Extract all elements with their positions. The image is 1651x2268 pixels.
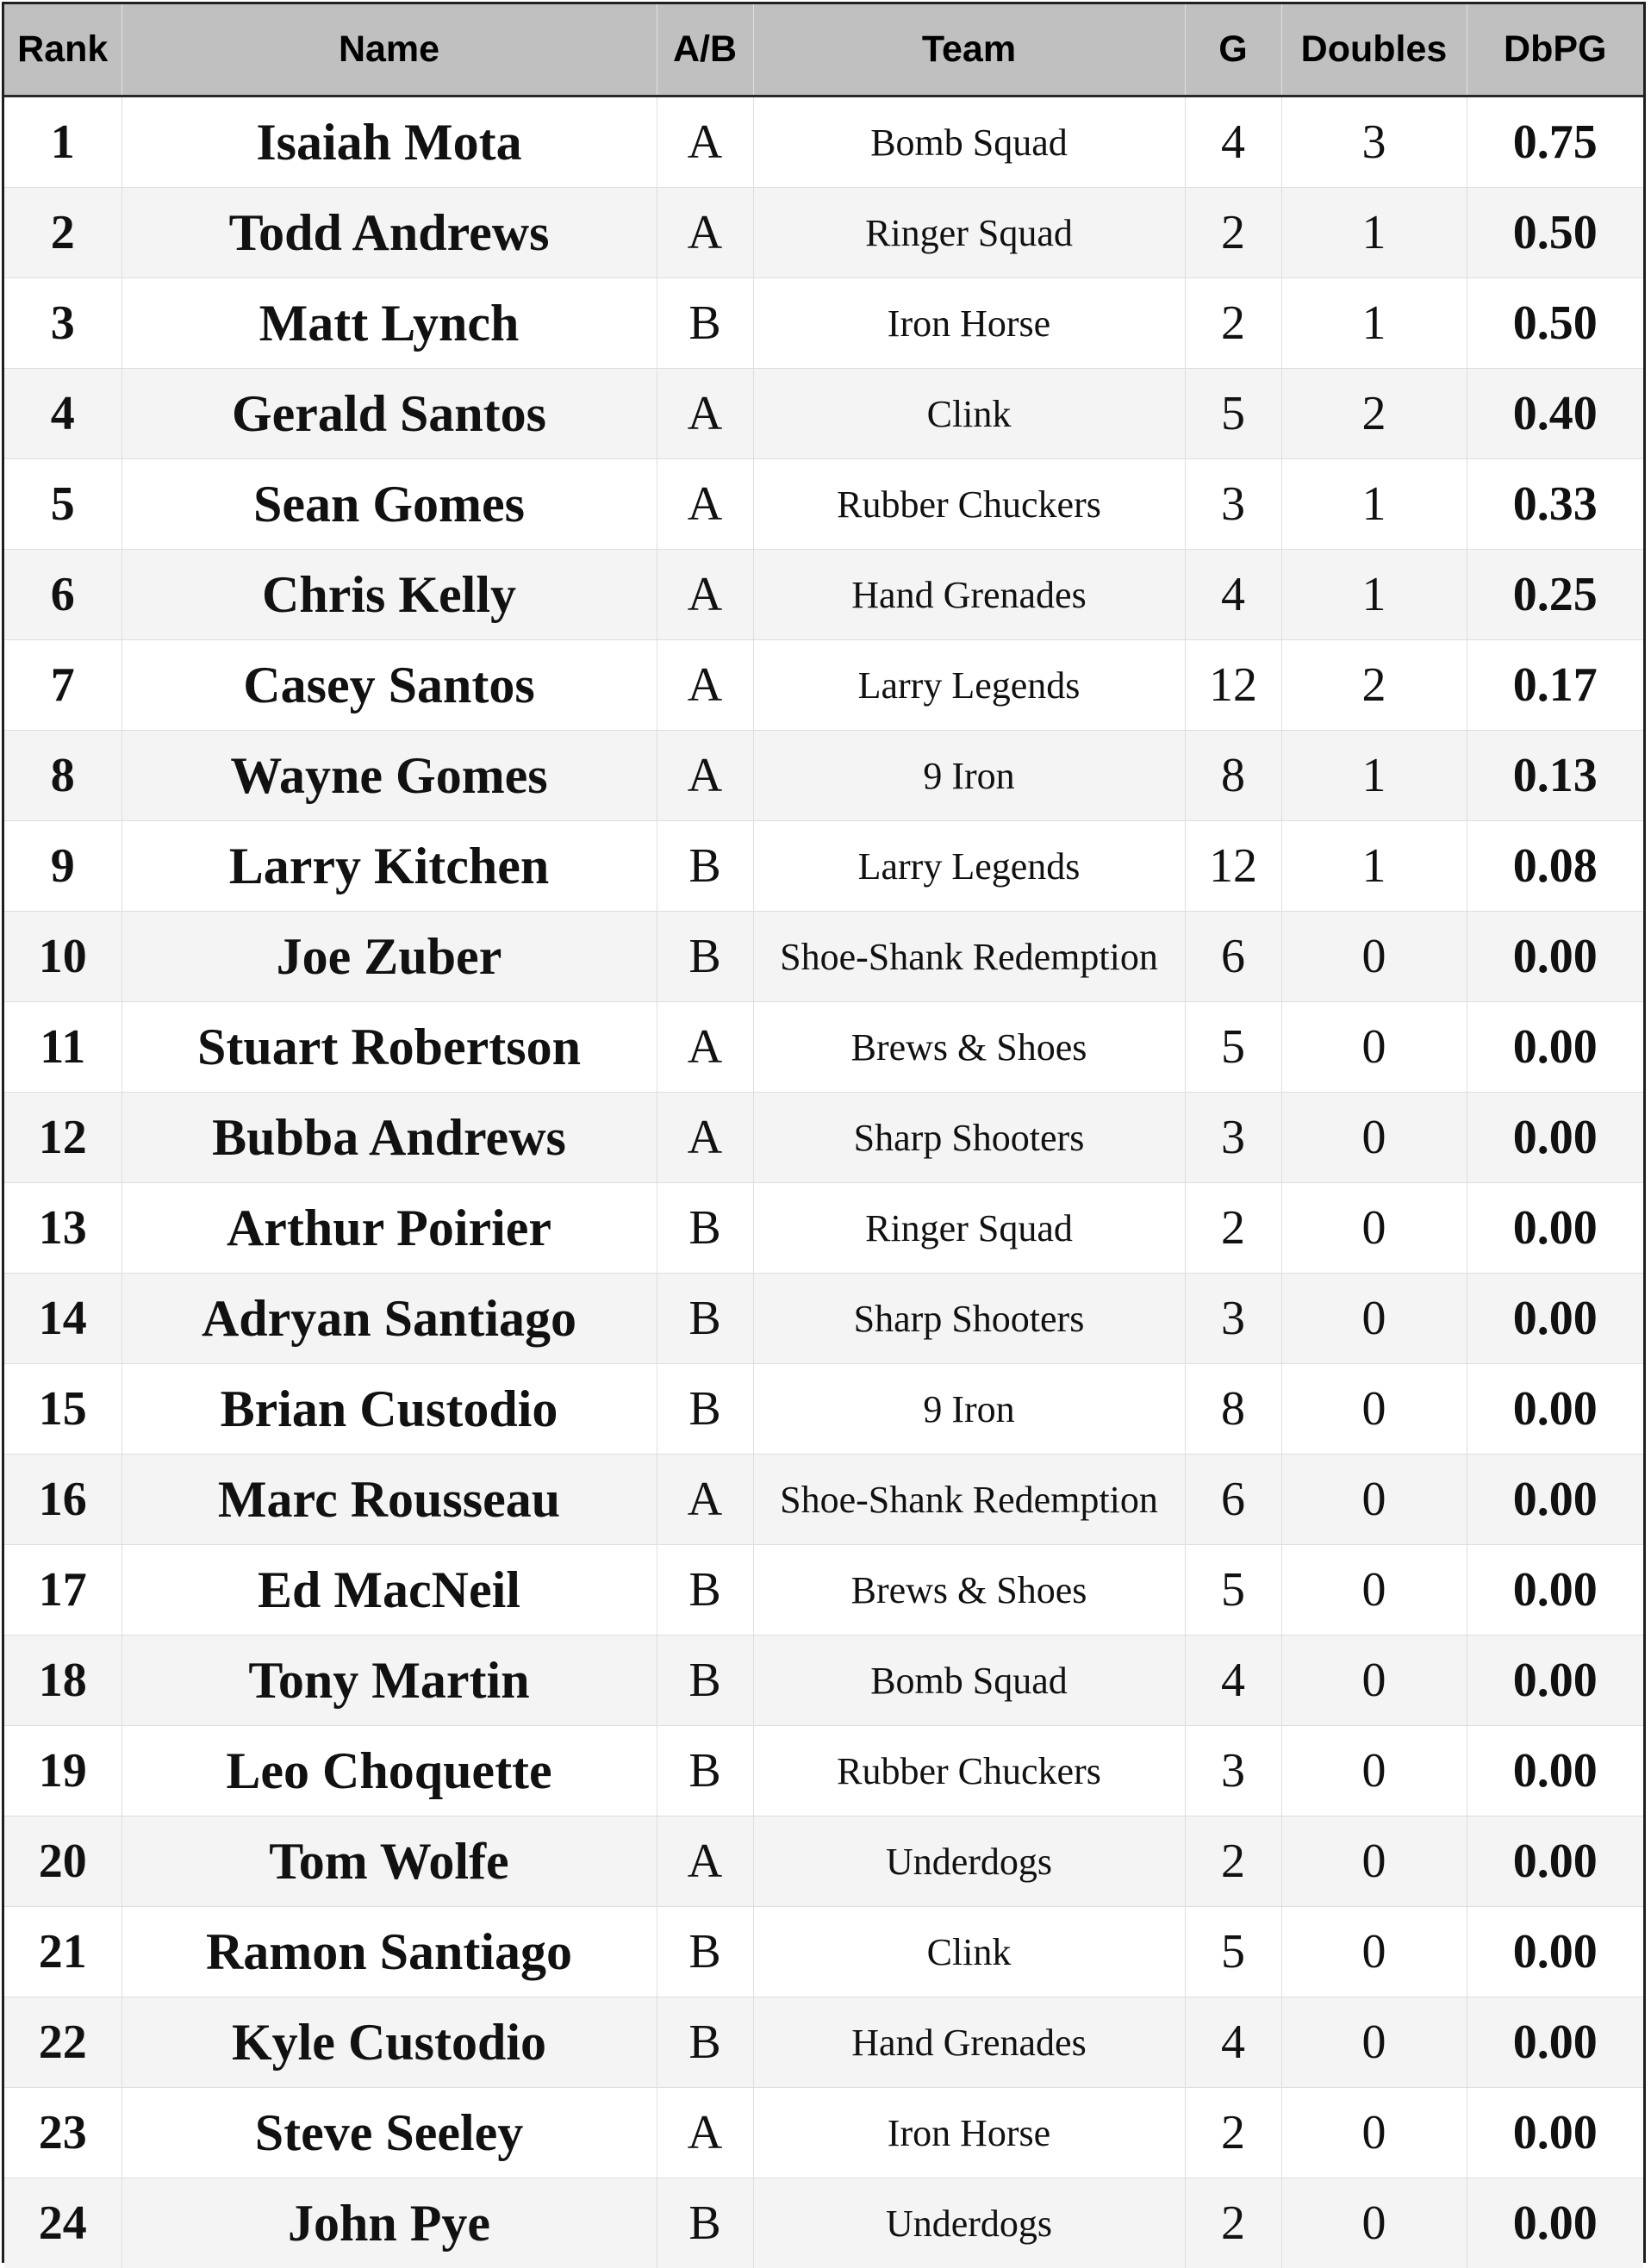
cell-doubles: 1 — [1281, 550, 1467, 640]
cell-player-name: Tony Martin — [121, 1636, 657, 1726]
cell-team: Hand Grenades — [753, 1997, 1185, 2088]
cell-games: 2 — [1185, 1816, 1281, 1907]
cell-team: Brews & Shoes — [753, 1545, 1185, 1636]
cell-dbpg: 0.00 — [1467, 2088, 1643, 2178]
table-row — [4, 640, 1643, 731]
cell-ab-division: A — [657, 2088, 753, 2178]
header-row — [4, 4, 1643, 97]
cell-games: 2 — [1185, 2088, 1281, 2178]
cell-player-name: Tom Wolfe — [121, 1816, 657, 1907]
cell-player-name: Adryan Santiago — [121, 1274, 657, 1364]
cell-ab-division: B — [657, 821, 753, 912]
stats-table-frame — [2, 2, 1646, 2263]
table-row — [4, 459, 1643, 550]
cell-player-name: Brian Custodio — [121, 1364, 657, 1455]
cell-rank: 8 — [4, 731, 121, 821]
cell-games: 2 — [1185, 278, 1281, 369]
cell-doubles: 0 — [1281, 1816, 1467, 1907]
doubles-stats-table — [4, 4, 1643, 2268]
table-row — [4, 821, 1643, 912]
cell-player-name: Marc Rousseau — [121, 1455, 657, 1545]
cell-player-name: Ed MacNeil — [121, 1545, 657, 1636]
cell-games: 6 — [1185, 1455, 1281, 1545]
cell-games: 2 — [1185, 188, 1281, 278]
cell-team: Bomb Squad — [753, 1636, 1185, 1726]
cell-ab-division: A — [657, 97, 753, 188]
cell-ab-division: B — [657, 278, 753, 369]
cell-team: Shoe-Shank Redemption — [753, 1455, 1185, 1545]
cell-ab-division: A — [657, 369, 753, 459]
cell-dbpg: 0.50 — [1467, 278, 1643, 369]
table-row — [4, 1274, 1643, 1364]
cell-doubles: 0 — [1281, 1364, 1467, 1455]
cell-doubles: 0 — [1281, 2178, 1467, 2268]
table-row — [4, 1183, 1643, 1274]
cell-dbpg: 0.13 — [1467, 731, 1643, 821]
cell-rank: 23 — [4, 2088, 121, 2178]
table-row — [4, 97, 1643, 188]
cell-ab-division: A — [657, 550, 753, 640]
table-row — [4, 912, 1643, 1002]
cell-doubles: 1 — [1281, 188, 1467, 278]
cell-player-name: Casey Santos — [121, 640, 657, 731]
cell-rank: 3 — [4, 278, 121, 369]
table-row — [4, 188, 1643, 278]
cell-dbpg: 0.08 — [1467, 821, 1643, 912]
cell-team: Sharp Shooters — [753, 1274, 1185, 1364]
cell-dbpg: 0.00 — [1467, 1002, 1643, 1093]
cell-ab-division: B — [657, 1545, 753, 1636]
cell-team: Larry Legends — [753, 821, 1185, 912]
cell-ab-division: A — [657, 1816, 753, 1907]
cell-rank: 24 — [4, 2178, 121, 2268]
cell-ab-division: A — [657, 1002, 753, 1093]
cell-dbpg: 0.17 — [1467, 640, 1643, 731]
cell-games: 3 — [1185, 459, 1281, 550]
cell-doubles: 0 — [1281, 1093, 1467, 1183]
cell-doubles: 2 — [1281, 640, 1467, 731]
cell-team: Iron Horse — [753, 2088, 1185, 2178]
cell-rank: 19 — [4, 1726, 121, 1816]
cell-dbpg: 0.25 — [1467, 550, 1643, 640]
table-header — [4, 4, 1643, 97]
cell-ab-division: B — [657, 2178, 753, 2268]
cell-rank: 1 — [4, 97, 121, 188]
cell-player-name: Bubba Andrews — [121, 1093, 657, 1183]
table-row — [4, 2178, 1643, 2268]
cell-games: 3 — [1185, 1093, 1281, 1183]
cell-rank: 2 — [4, 188, 121, 278]
cell-games: 4 — [1185, 97, 1281, 188]
table-row — [4, 1545, 1643, 1636]
table-row — [4, 369, 1643, 459]
cell-ab-division: A — [657, 1455, 753, 1545]
cell-player-name: Matt Lynch — [121, 278, 657, 369]
header-ab[interactable]: A/B — [657, 4, 753, 97]
cell-team: Underdogs — [753, 1816, 1185, 1907]
cell-team: Ringer Squad — [753, 1183, 1185, 1274]
cell-ab-division: B — [657, 1274, 753, 1364]
cell-dbpg: 0.00 — [1467, 1093, 1643, 1183]
cell-doubles: 1 — [1281, 731, 1467, 821]
table-row — [4, 1002, 1643, 1093]
cell-dbpg: 0.00 — [1467, 1997, 1643, 2088]
cell-doubles: 0 — [1281, 2088, 1467, 2178]
cell-doubles: 0 — [1281, 1907, 1467, 1997]
cell-games: 4 — [1185, 1997, 1281, 2088]
cell-games: 3 — [1185, 1274, 1281, 1364]
header-team[interactable]: Team — [753, 4, 1185, 97]
cell-team: Rubber Chuckers — [753, 1726, 1185, 1816]
table-row — [4, 278, 1643, 369]
cell-dbpg: 0.50 — [1467, 188, 1643, 278]
table-row — [4, 1636, 1643, 1726]
cell-dbpg: 0.00 — [1467, 1274, 1643, 1364]
cell-games: 12 — [1185, 640, 1281, 731]
cell-ab-division: A — [657, 640, 753, 731]
cell-dbpg: 0.00 — [1467, 1726, 1643, 1816]
cell-player-name: Wayne Gomes — [121, 731, 657, 821]
cell-dbpg: 0.00 — [1467, 1636, 1643, 1726]
cell-games: 5 — [1185, 1545, 1281, 1636]
cell-player-name: Stuart Robertson — [121, 1002, 657, 1093]
cell-player-name: Kyle Custodio — [121, 1997, 657, 2088]
cell-dbpg: 0.00 — [1467, 1364, 1643, 1455]
cell-ab-division: B — [657, 1726, 753, 1816]
cell-team: Clink — [753, 1907, 1185, 1997]
cell-games: 5 — [1185, 1907, 1281, 1997]
cell-games: 8 — [1185, 1364, 1281, 1455]
cell-games: 8 — [1185, 731, 1281, 821]
cell-doubles: 1 — [1281, 821, 1467, 912]
cell-games: 4 — [1185, 550, 1281, 640]
header-name[interactable]: Name — [121, 4, 657, 97]
cell-dbpg: 0.40 — [1467, 369, 1643, 459]
header-dbpg[interactable]: DbPG — [1467, 4, 1643, 97]
cell-team: 9 Iron — [753, 1364, 1185, 1455]
cell-dbpg: 0.00 — [1467, 1455, 1643, 1545]
cell-rank: 18 — [4, 1636, 121, 1726]
cell-ab-division: B — [657, 1907, 753, 1997]
cell-games: 2 — [1185, 1183, 1281, 1274]
cell-games: 2 — [1185, 2178, 1281, 2268]
cell-player-name: Arthur Poirier — [121, 1183, 657, 1274]
cell-doubles: 0 — [1281, 1545, 1467, 1636]
table-row — [4, 1093, 1643, 1183]
table-row — [4, 1997, 1643, 2088]
table-row — [4, 1455, 1643, 1545]
cell-team: Shoe-Shank Redemption — [753, 912, 1185, 1002]
cell-dbpg: 0.75 — [1467, 97, 1643, 188]
cell-ab-division: B — [657, 1183, 753, 1274]
header-games[interactable]: G — [1185, 4, 1281, 97]
cell-team: Iron Horse — [753, 278, 1185, 369]
cell-rank: 21 — [4, 1907, 121, 1997]
cell-player-name: John Pye — [121, 2178, 657, 2268]
cell-dbpg: 0.00 — [1467, 1816, 1643, 1907]
cell-team: Hand Grenades — [753, 550, 1185, 640]
cell-rank: 17 — [4, 1545, 121, 1636]
cell-games: 5 — [1185, 369, 1281, 459]
cell-doubles: 0 — [1281, 912, 1467, 1002]
cell-ab-division: A — [657, 1093, 753, 1183]
cell-player-name: Gerald Santos — [121, 369, 657, 459]
cell-dbpg: 0.00 — [1467, 912, 1643, 1002]
cell-doubles: 0 — [1281, 1726, 1467, 1816]
cell-rank: 22 — [4, 1997, 121, 2088]
cell-doubles: 2 — [1281, 369, 1467, 459]
cell-rank: 9 — [4, 821, 121, 912]
header-rank[interactable]: Rank — [4, 4, 121, 97]
cell-team: Brews & Shoes — [753, 1002, 1185, 1093]
cell-team: Ringer Squad — [753, 188, 1185, 278]
cell-player-name: Leo Choquette — [121, 1726, 657, 1816]
cell-team: Bomb Squad — [753, 97, 1185, 188]
cell-doubles: 0 — [1281, 1274, 1467, 1364]
cell-doubles: 3 — [1281, 97, 1467, 188]
table-row — [4, 731, 1643, 821]
table-row — [4, 2088, 1643, 2178]
cell-doubles: 0 — [1281, 1002, 1467, 1093]
cell-ab-division: A — [657, 731, 753, 821]
cell-doubles: 0 — [1281, 1183, 1467, 1274]
cell-rank: 16 — [4, 1455, 121, 1545]
cell-rank: 15 — [4, 1364, 121, 1455]
cell-player-name: Todd Andrews — [121, 188, 657, 278]
cell-games: 5 — [1185, 1002, 1281, 1093]
cell-rank: 6 — [4, 550, 121, 640]
header-doubles[interactable]: Doubles — [1281, 4, 1467, 97]
cell-doubles: 0 — [1281, 1997, 1467, 2088]
cell-dbpg: 0.00 — [1467, 1545, 1643, 1636]
table-row — [4, 1907, 1643, 1997]
cell-games: 12 — [1185, 821, 1281, 912]
cell-team: Underdogs — [753, 2178, 1185, 2268]
cell-rank: 5 — [4, 459, 121, 550]
cell-doubles: 0 — [1281, 1455, 1467, 1545]
cell-ab-division: A — [657, 459, 753, 550]
cell-ab-division: B — [657, 912, 753, 1002]
cell-rank: 12 — [4, 1093, 121, 1183]
cell-player-name: Ramon Santiago — [121, 1907, 657, 1997]
cell-rank: 4 — [4, 369, 121, 459]
cell-dbpg: 0.00 — [1467, 1907, 1643, 1997]
cell-games: 6 — [1185, 912, 1281, 1002]
table-body — [4, 97, 1643, 2268]
cell-ab-division: B — [657, 1364, 753, 1455]
cell-ab-division: A — [657, 188, 753, 278]
cell-rank: 13 — [4, 1183, 121, 1274]
cell-rank: 11 — [4, 1002, 121, 1093]
cell-doubles: 1 — [1281, 278, 1467, 369]
cell-games: 4 — [1185, 1636, 1281, 1726]
cell-team: Sharp Shooters — [753, 1093, 1185, 1183]
cell-doubles: 1 — [1281, 459, 1467, 550]
cell-dbpg: 0.00 — [1467, 2178, 1643, 2268]
cell-ab-division: B — [657, 1636, 753, 1726]
cell-player-name: Sean Gomes — [121, 459, 657, 550]
cell-player-name: Larry Kitchen — [121, 821, 657, 912]
cell-rank: 7 — [4, 640, 121, 731]
cell-games: 3 — [1185, 1726, 1281, 1816]
cell-dbpg: 0.00 — [1467, 1183, 1643, 1274]
table-row — [4, 550, 1643, 640]
cell-dbpg: 0.33 — [1467, 459, 1643, 550]
cell-ab-division: B — [657, 1997, 753, 2088]
cell-team: Clink — [753, 369, 1185, 459]
cell-team: 9 Iron — [753, 731, 1185, 821]
cell-rank: 10 — [4, 912, 121, 1002]
table-row — [4, 1816, 1643, 1907]
cell-rank: 14 — [4, 1274, 121, 1364]
cell-team: Larry Legends — [753, 640, 1185, 731]
cell-player-name: Steve Seeley — [121, 2088, 657, 2178]
cell-player-name: Chris Kelly — [121, 550, 657, 640]
cell-rank: 20 — [4, 1816, 121, 1907]
table-row — [4, 1364, 1643, 1455]
cell-player-name: Isaiah Mota — [121, 97, 657, 188]
cell-team: Rubber Chuckers — [753, 459, 1185, 550]
cell-doubles: 0 — [1281, 1636, 1467, 1726]
table-row — [4, 1726, 1643, 1816]
cell-player-name: Joe Zuber — [121, 912, 657, 1002]
